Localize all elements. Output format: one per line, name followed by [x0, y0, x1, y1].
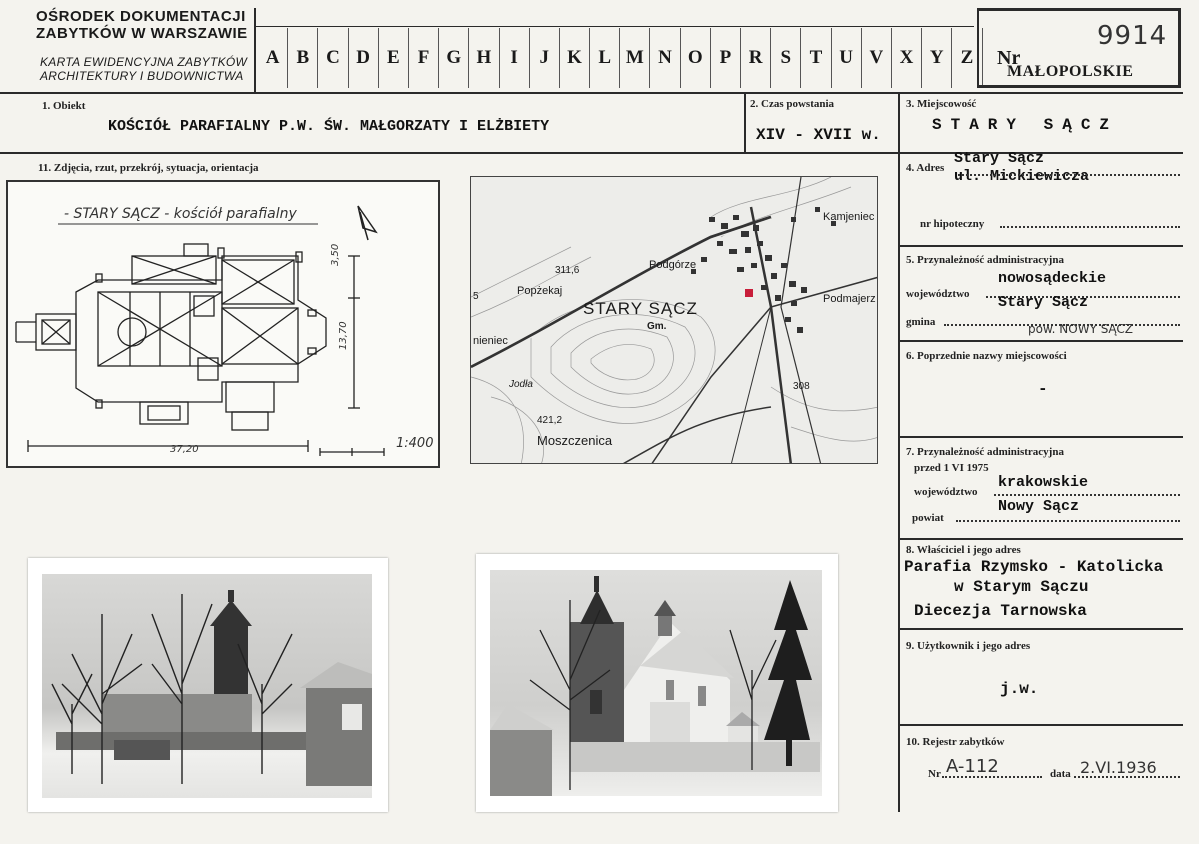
photo-1-image: [42, 574, 372, 798]
alphabet-letter: A: [258, 28, 288, 88]
dim-height-1: 3,50: [330, 243, 341, 266]
woj-value: nowosądeckie: [998, 270, 1107, 287]
map-drawing: [471, 177, 878, 464]
gmina-value: Stary Sącz: [998, 294, 1089, 311]
alphabet-letter: U: [832, 28, 862, 88]
church-marker-icon: [745, 289, 753, 297]
dim-height-2: 13,70: [338, 321, 349, 350]
alphabet-letter: B: [288, 28, 318, 88]
gmina-label: gmina: [906, 316, 936, 328]
map-label-gm: Gm.: [647, 321, 667, 332]
adres-line-2: ul. Mickiewicza: [954, 168, 1090, 185]
hipoteczny-label: nr hipoteczny: [920, 218, 985, 230]
woj2-label: województwo: [914, 486, 978, 498]
miejscowosc-value: STARY SĄCZ: [932, 116, 1119, 134]
alphabet-letter: V: [862, 28, 892, 88]
alphabet-letter: P: [711, 28, 741, 88]
rejestr-data-label: data: [1050, 768, 1071, 780]
rejestr-nr-value: A-112: [946, 756, 999, 777]
number-box: [977, 8, 1181, 88]
woj2-value: krakowskie: [998, 474, 1089, 491]
alphabet-letter: I: [500, 28, 530, 88]
region-label: MAŁOPOLSKIE: [1007, 63, 1134, 80]
czas-value: XIV - XVII w.: [756, 126, 881, 144]
card-line-1: KARTA EWIDENCYJNA ZABYTKÓW: [40, 55, 248, 69]
alphabet-letter: K: [560, 28, 590, 88]
rejestr-nr-label: Nr: [928, 768, 941, 780]
obiekt-value: KOŚCIÓŁ PARAFIALNY P.W. ŚW. MAŁGORZATY I ELŻBIETY: [108, 118, 550, 135]
map-label-elev-3: 421,2: [537, 415, 563, 426]
powiat-value: Nowy Sącz: [998, 498, 1080, 515]
alphabet-letter: M: [620, 28, 650, 88]
map-label-poczekaj: Popżekaj: [517, 285, 563, 297]
alphabet-letter: J: [530, 28, 560, 88]
alphabet-letter: N: [650, 28, 680, 88]
map-label-podgorze: Podgórze: [649, 259, 697, 271]
map-label-kamjeniec: Kamjeniec: [823, 211, 875, 223]
uzytk-label: 9. Użytkownik i jego adres: [906, 640, 1031, 652]
przynal2-label: 7. Przynależność administracyjna: [906, 446, 1064, 458]
map-label-elev-1: 311,6: [555, 265, 580, 276]
woj-label: województwo: [906, 288, 970, 300]
map-label-nieniec: nieniec: [473, 335, 508, 347]
nr-label: Nr: [997, 47, 1021, 69]
wlasc-line-3: Diecezja Tarnowska: [914, 602, 1087, 620]
alphabet-index: [258, 28, 983, 88]
photo-2-image: [490, 570, 822, 796]
alphabet-letter: D: [349, 28, 379, 88]
alphabet-letter: E: [379, 28, 409, 88]
wlasc-label: 8. Właściciel i jego adres: [906, 544, 1021, 556]
rejestr-data-value: 2.VI.1936: [1080, 758, 1157, 777]
map-label-elev-4: 5: [473, 291, 479, 302]
map-label-moszczenica: Moszczenica: [537, 433, 613, 448]
organization-name: [36, 8, 248, 42]
poprz-value: -: [1038, 380, 1048, 398]
alphabet-letter: Y: [922, 28, 952, 88]
alphabet-letter: H: [469, 28, 499, 88]
map-label-stary-sacz: STARY SĄCZ: [583, 299, 698, 318]
wlasc-line-2: w Starym Sączu: [954, 578, 1089, 596]
alphabet-letter: F: [409, 28, 439, 88]
dim-width: 37,20: [170, 444, 199, 455]
alphabet-letter: S: [771, 28, 801, 88]
gmina-note: pow. NOWY SĄCZ: [1028, 322, 1133, 336]
obiekt-label: 1. Obiekt: [42, 100, 86, 112]
map-label-podmajerz: Podmajerz: [823, 293, 876, 305]
map-label-elev-2: 308: [793, 381, 810, 392]
alphabet-letter: R: [741, 28, 771, 88]
photo-church-west: [28, 558, 388, 812]
miejscowosc-label: 3. Miejscowość: [906, 98, 977, 110]
alphabet-letter: L: [590, 28, 620, 88]
zdjecia-label: 11. Zdjęcia, rzut, przekrój, sytuacja, orientacja: [38, 162, 259, 174]
adres-label: 4. Adres: [906, 162, 945, 174]
powiat-label: powiat: [912, 512, 944, 524]
przynal-label: 5. Przynależność administracyjna: [906, 254, 1064, 266]
north-arrow-icon: [358, 206, 376, 240]
org-line-2: ZABYTKÓW W WARSZAWIE: [36, 25, 248, 42]
plan-drawing: [8, 182, 438, 466]
rejestr-label: 10. Rejestr zabytków: [906, 736, 1005, 748]
czas-label: 2. Czas powstania: [750, 98, 835, 110]
plan-title: - STARY SĄCZ - kościół parafialny: [64, 206, 297, 222]
card-type: [40, 55, 247, 83]
map-label-jodla: Jodła: [509, 379, 533, 390]
alphabet-letter: G: [439, 28, 469, 88]
alphabet-letter: T: [801, 28, 831, 88]
uzytk-value: j.w.: [1000, 680, 1039, 698]
alphabet-letter: Z: [952, 28, 982, 88]
alphabet-letter: C: [318, 28, 348, 88]
photo-church-east: [476, 554, 838, 812]
plan-scale: 1:400: [396, 436, 434, 451]
wlasc-line-1: Parafia Rzymsko - Katolicka: [904, 558, 1164, 576]
przed-label: przed 1 VI 1975: [914, 462, 989, 474]
adres-line-1: Stary Sącz: [954, 150, 1045, 167]
poprz-label: 6. Poprzednie nazwy miejscowości: [906, 350, 1067, 362]
org-line-1: OŚRODEK DOKUMENTACJI: [36, 8, 246, 25]
card-line-2: ARCHITEKTURY I BUDOWNICTWA: [40, 69, 244, 83]
alphabet-letter: O: [681, 28, 711, 88]
location-map: [470, 176, 878, 464]
alphabet-letter: X: [892, 28, 922, 88]
floor-plan: [6, 180, 440, 468]
card-number: 9914: [1097, 21, 1168, 51]
